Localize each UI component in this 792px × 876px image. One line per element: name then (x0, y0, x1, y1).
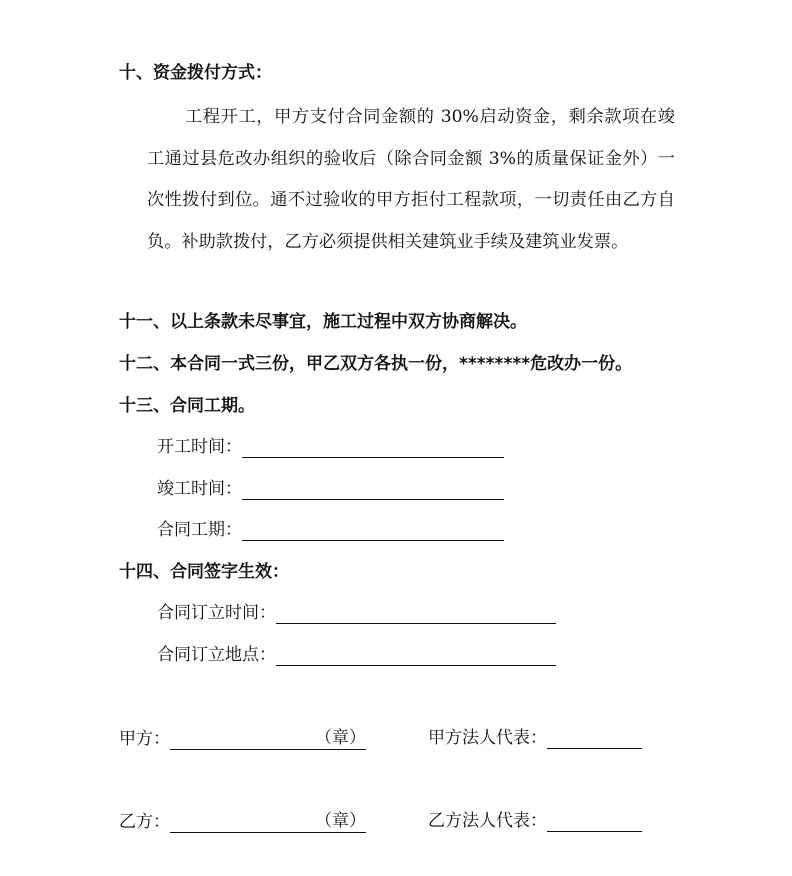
section-12-title: 十二、本合同一式三份，甲乙双方各执一份，********危改办一份。 (119, 354, 633, 374)
section-13-title: 十三、合同工期。 (119, 396, 255, 416)
party-b-rep-label: 乙方法人代表： (428, 811, 547, 831)
party-a-rep-signature (428, 727, 642, 749)
contract-period-blank[interactable] (242, 522, 504, 541)
party-b-rep-signature (428, 810, 642, 832)
section-10-title: 十、资金拨付方式： (119, 63, 272, 83)
party-b-sign-blank[interactable] (170, 810, 366, 833)
sign-place-field (157, 644, 556, 666)
party-a-label: 甲方： (119, 729, 170, 749)
party-b-rep-blank[interactable] (547, 813, 642, 832)
sign-place-blank[interactable] (276, 647, 556, 666)
start-time-blank[interactable] (242, 439, 504, 458)
contract-period-field (157, 519, 504, 541)
party-a-signature (119, 727, 366, 750)
contract-period-label: 合同工期： (157, 520, 242, 540)
section-10-body: 工程开工，甲方支付合同金额的 30%启动资金，剩余款项在竣工通过县危改办组织的验收后（除合同金额 3%的质量保证金外）一次性拨付到位。通不过验收的甲方拒付工程款项，一切责任由乙方自负。补助款拨付，乙方必须提供相关建筑业手续及建筑业发票。 (147, 107, 675, 252)
sign-date-blank[interactable] (276, 605, 556, 624)
sign-date-field (157, 602, 556, 624)
party-b-seal: （章） (315, 811, 366, 831)
party-a-seal: （章） (315, 728, 366, 748)
party-b-signature (119, 810, 366, 833)
finish-time-label: 竣工时间： (157, 479, 242, 499)
finish-time-field (157, 478, 504, 500)
sign-date-label: 合同订立时间： (157, 603, 276, 623)
finish-time-blank[interactable] (242, 481, 504, 500)
section-11-title: 十一、以上条款未尽事宜，施工过程中双方协商解决。 (119, 312, 527, 332)
party-a-rep-label: 甲方法人代表： (428, 728, 547, 748)
party-b-label: 乙方： (119, 812, 170, 832)
sign-place-label: 合同订立地点： (157, 645, 276, 665)
start-time-label: 开工时间： (157, 437, 242, 457)
section-14-title: 十四、合同签字生效： (119, 562, 289, 582)
party-a-sign-blank[interactable] (170, 727, 366, 750)
party-a-rep-blank[interactable] (547, 730, 642, 749)
start-time-field (157, 436, 504, 458)
